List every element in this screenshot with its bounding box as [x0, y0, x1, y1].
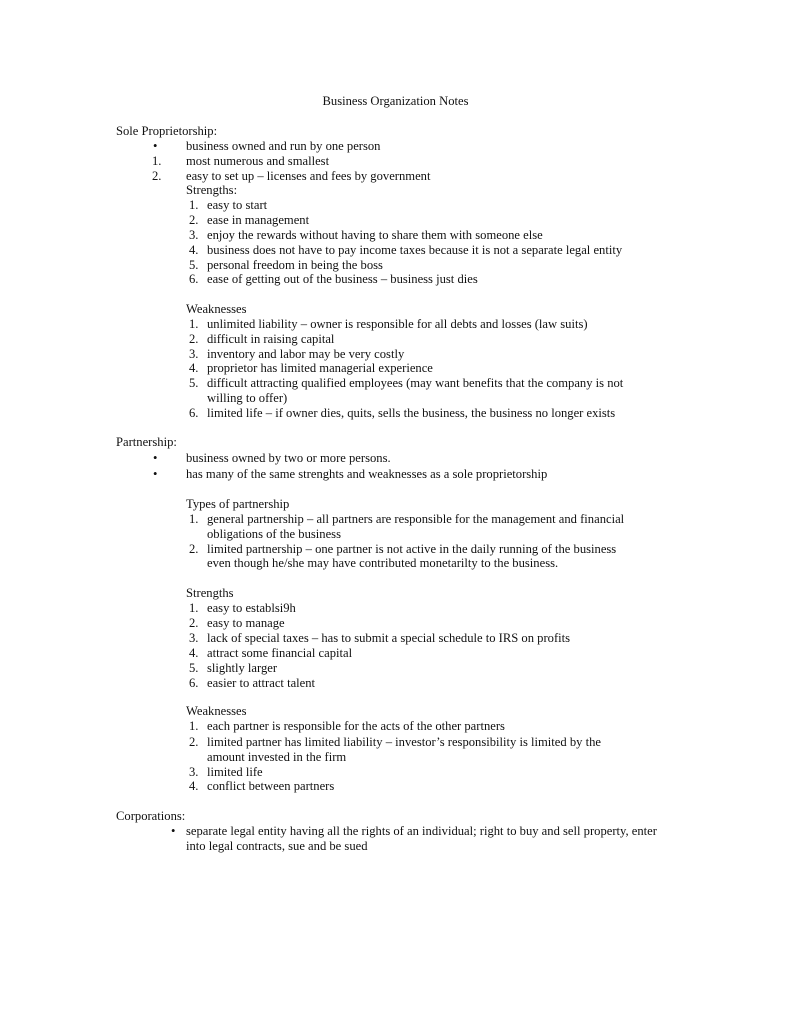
list-item: 4. business does not have to pay income taxes because it is not a separate legal entity: [189, 243, 623, 257]
list-item: 6. ease of getting out of the business – business just dies: [189, 272, 478, 286]
list-item: 1. unlimited liability – owner is responsible for all debts and losses (law suits): [189, 317, 588, 331]
list-item: • has many of the same strenghts and weaknesses as a sole proprietorship: [153, 467, 548, 481]
bullet-icon: •: [171, 824, 176, 838]
list-item: • business owned and run by one person: [153, 139, 381, 153]
subheading: Strengths: [186, 586, 234, 600]
list-item: • business owned by two or more persons.: [153, 451, 391, 465]
list-item: 6. easier to attract talent: [189, 676, 316, 690]
list-item: 4. proprietor has limited managerial experience: [189, 361, 433, 375]
subheading: Weaknesses: [186, 302, 247, 316]
list-item: 1. most numerous and smallest: [152, 154, 330, 168]
list-item: 2. difficult in raising capital: [189, 332, 335, 346]
bullet-icon: •: [153, 139, 158, 153]
list-item: 3. enjoy the rewards without having to share them with someone else: [189, 228, 543, 242]
list-item: 3. inventory and labor may be very costly: [189, 347, 405, 361]
section-heading-sole: Sole Proprietorship:: [116, 124, 218, 138]
bullet-icon: •: [153, 467, 158, 481]
section-heading-partnership: Partnership:: [116, 435, 177, 449]
bullet-icon: •: [153, 451, 158, 465]
list-item: 5. difficult attracting qualified employees (may want benefits that the company is not: [189, 376, 624, 390]
list-item: 4. attract some financial capital: [189, 646, 353, 660]
section-heading-corporations: Corporations:: [116, 809, 186, 823]
list-item: 2. limited partnership – one partner is not active in the daily running of the business: [189, 542, 617, 556]
list-item: 4. conflict between partners: [189, 779, 335, 793]
list-item: 1. general partnership – all partners are responsible for the management and financial: [189, 512, 625, 526]
list-item: 1. easy to establsi9h: [189, 601, 296, 615]
list-item: 6. limited life – if owner dies, quits, sells the business, the business no longer exists: [189, 406, 616, 420]
list-item: 2. limited partner has limited liability – investor’s responsibility is limited by the: [189, 735, 601, 749]
list-item: 1. easy to start: [189, 198, 268, 212]
subheading: Types of partnership: [186, 497, 290, 511]
list-item: • separate legal entity having all the rights of an individual; right to buy and sell property, enter: [171, 824, 657, 838]
list-item: 2. ease in management: [189, 213, 310, 227]
list-item: 5. personal freedom in being the boss: [189, 258, 383, 272]
subheading: Weaknesses: [186, 704, 247, 718]
list-item: 3. lack of special taxes – has to submit a special schedule to IRS on profits: [189, 631, 571, 645]
list-item: 3. limited life: [189, 765, 263, 779]
list-item: 5. slightly larger: [189, 661, 278, 675]
list-item: 1. each partner is responsible for the acts of the other partners: [189, 719, 505, 733]
page-title: Business Organization Notes: [322, 94, 469, 108]
subheading: Strengths:: [186, 183, 238, 197]
list-item: 2. easy to manage: [189, 616, 285, 630]
list-item: 2. easy to set up – licenses and fees by government: [152, 169, 431, 183]
